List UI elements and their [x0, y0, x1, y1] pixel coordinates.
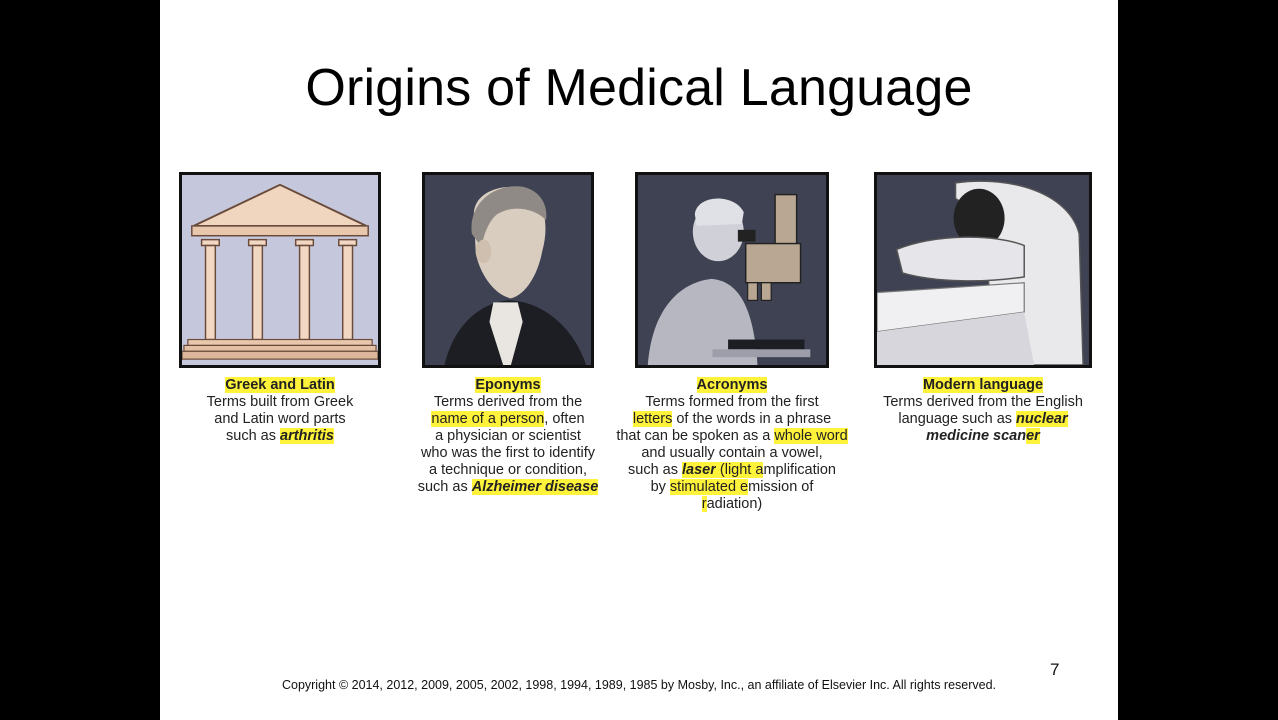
- eponyms-example: Alzheimer disease: [471, 479, 599, 495]
- acronyms-line-4: and usually contain a vowel,: [641, 445, 823, 461]
- greek-latin-line-1: Terms built from Greek: [206, 394, 354, 410]
- eponyms-description: [392, 377, 624, 496]
- modern-language-line-2: language such as nuclear: [898, 411, 1068, 427]
- greek-latin-heading: Greek and Latin: [225, 377, 335, 393]
- slide: [160, 0, 1118, 720]
- page-number: 7: [1050, 660, 1060, 679]
- scientist-with-microscope-illustration: [635, 172, 829, 368]
- acronyms-line-1: Terms formed from the first: [645, 394, 819, 410]
- copyright-notice: Copyright © 2014, 2012, 2009, 2005, 2002, 1998, 1994, 1989, 1985 by Mosby, Inc., an affiliate of Elsevier Inc. All rights reserved.: [281, 678, 997, 692]
- acronyms-line-2: letters of the words in a phrase: [632, 411, 832, 427]
- eponyms-line-1: Terms derived from the: [433, 394, 583, 410]
- acronyms-line-5: such as laser (light amplification: [628, 462, 836, 478]
- greek-temple-illustration: [179, 172, 381, 368]
- acronyms-example: laser: [682, 462, 716, 478]
- greek-latin-description: [179, 377, 381, 445]
- modern-language-example-1: nuclear: [1016, 411, 1068, 427]
- greek-latin-example-line: such as arthritis: [226, 428, 334, 444]
- acronyms-line-7: radiation): [701, 496, 763, 512]
- modern-language-example-3: er: [1026, 428, 1040, 444]
- modern-language-line-1: Terms derived from the English: [883, 394, 1083, 410]
- modern-language-example-2: medicine scan: [926, 428, 1027, 444]
- portrait-drawing: [425, 175, 591, 365]
- eponyms-line-3: a physician or scientist: [435, 428, 581, 444]
- eponyms-line-5: a technique or condition,: [429, 462, 587, 478]
- modern-language-line-3: [866, 428, 1100, 445]
- mri-scanner-illustration: [874, 172, 1092, 368]
- mri-drawing: [877, 175, 1089, 365]
- acronyms-line-3: that can be spoken as a whole word: [616, 428, 848, 444]
- greek-temple-drawing: [182, 175, 378, 365]
- scientist-drawing: [638, 175, 826, 365]
- eponyms-line-4: who was the first to identify: [420, 445, 596, 461]
- acronyms-description: [612, 377, 852, 513]
- eponyms-line-2: name of a person, often: [431, 411, 585, 427]
- eponyms-example-line: such as Alzheimer disease: [417, 479, 599, 495]
- portrait-of-man-illustration: [422, 172, 594, 368]
- greek-latin-example: arthritis: [280, 428, 334, 444]
- acronyms-heading: Acronyms: [696, 377, 768, 393]
- modern-language-heading: Modern language: [922, 377, 1044, 393]
- slide-title: Origins of Medical Language: [305, 59, 973, 117]
- greek-latin-line-2: and Latin word parts: [214, 411, 346, 427]
- eponyms-heading: Eponyms: [475, 377, 541, 393]
- modern-language-description: [866, 377, 1100, 445]
- acronyms-line-6: by stimulated emission of: [650, 479, 814, 495]
